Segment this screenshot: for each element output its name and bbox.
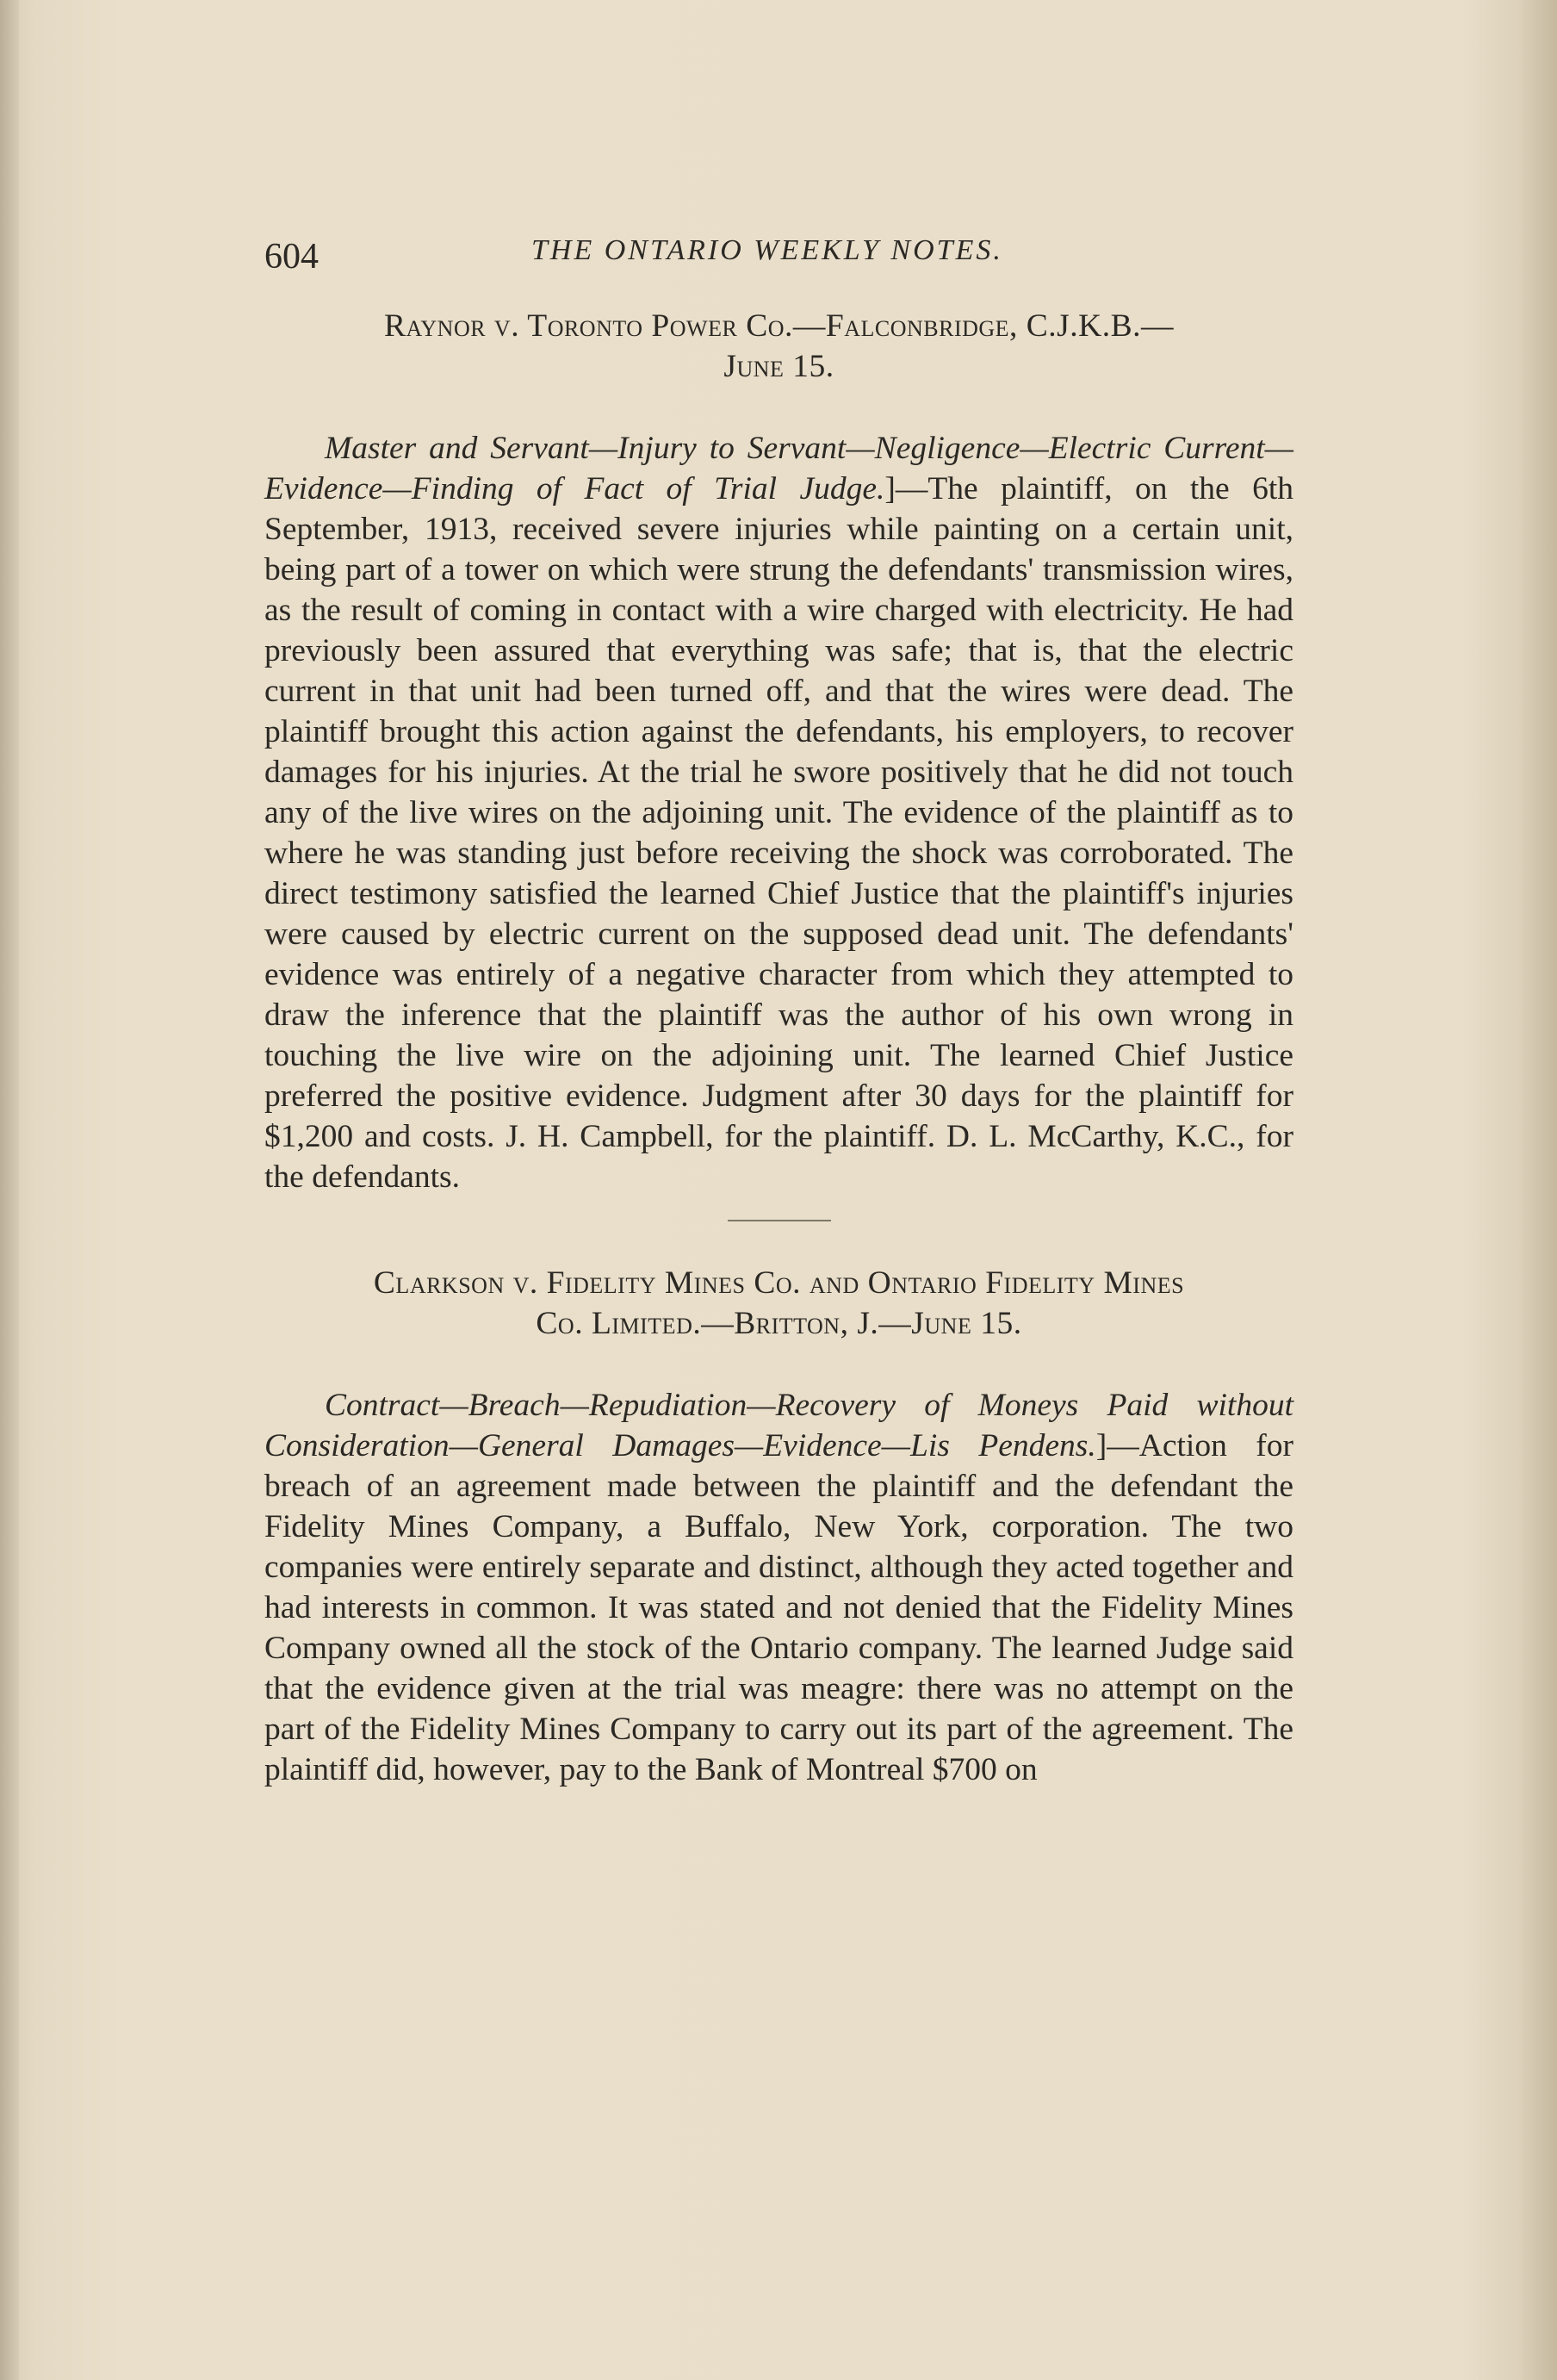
catchwords: Master and Servant—Injury to Servant—Negligence—Electric Current—Evidence—Finding of Fact of Trial Judge. [264,431,1293,506]
page-header [264,226,1298,277]
case-heading-line: Clarkson v. Fidelity Mines Co. and Ontario Fidelity Mines [373,1265,1185,1301]
case-heading-line: June 15. [723,349,834,384]
page-edge-shadow [1523,0,1557,2380]
running-head: THE ONTARIO WEEKLY NOTES. [531,234,1003,266]
case-headnote [264,428,1293,1197]
headnote-body: ]—Action for breach of an agreement made between the plaintiff and the defendant the Fidelity Mines Company, a Buffalo, New York, corporation. The two companies were entirely separate and distinct, although they acted together and had interests in common. It was stated and not denied that the Fidelity Mines Company owned all the stock of the Ontario company. The learned Judge said that the evidence given at the trial was meagre: there was no attempt on the part of the Fidelity Mines Company to carry out its part of the agreement. The plaintiff did, however, pay to the Bank of Montreal $700 on [264,1428,1293,1787]
headnote-body: ]—The plaintiff, on the 6th September, 1913, received severe injuries while painting on a certain unit, being part of a tower on which were strung the defendants' transmission wires, as the result of coming in contact with a wire charged with electricity. He had previously been assured that everything was safe; that is, that the electric current in that unit had been turned off, and that the wires were dead. The plaintiff brought this action against the defendants, his employers, to recover damages for his injuries. At the trial he swore positively that he did not touch any of the live wires on the adjoining unit. The evidence of the plaintiff as to where he was standing just before receiving the shock was corroborated. The direct testimony satisfied the learned Chief Justice that the plaintiff's injuries were caused by electric current on the supposed dead unit. The defendants' evidence was entirely of a negative character from which they attempted to draw the inference that the plaintiff was the author of his own wrong in touching the live wire on the adjoining unit. The learned Chief Justice preferred the positive evidence. Judgment after 30 days for the plaintiff for $1,200 and costs. J. H. Campbell, for the plaintiff. D. L. McCarthy, K.C., for the defendants. [264,471,1293,1195]
case-heading [264,1263,1293,1344]
page-number: 604 [264,237,319,277]
text-block [264,306,1293,1790]
case-heading-line: Raynor v. Toronto Power Co.—Falconbridge, C.J.K.B.— [383,308,1174,344]
page-binding-shadow [0,0,19,2380]
case-heading-line: Co. Limited.—Britton, J.—June 15. [536,1306,1022,1341]
section-divider [728,1220,831,1221]
case-heading [264,306,1293,387]
case-headnote [264,1385,1293,1790]
catchwords: Contract—Breach—Repudiation—Recovery of Moneys Paid without Consideration—General Damages—Evidence—Lis Pendens. [264,1388,1293,1463]
